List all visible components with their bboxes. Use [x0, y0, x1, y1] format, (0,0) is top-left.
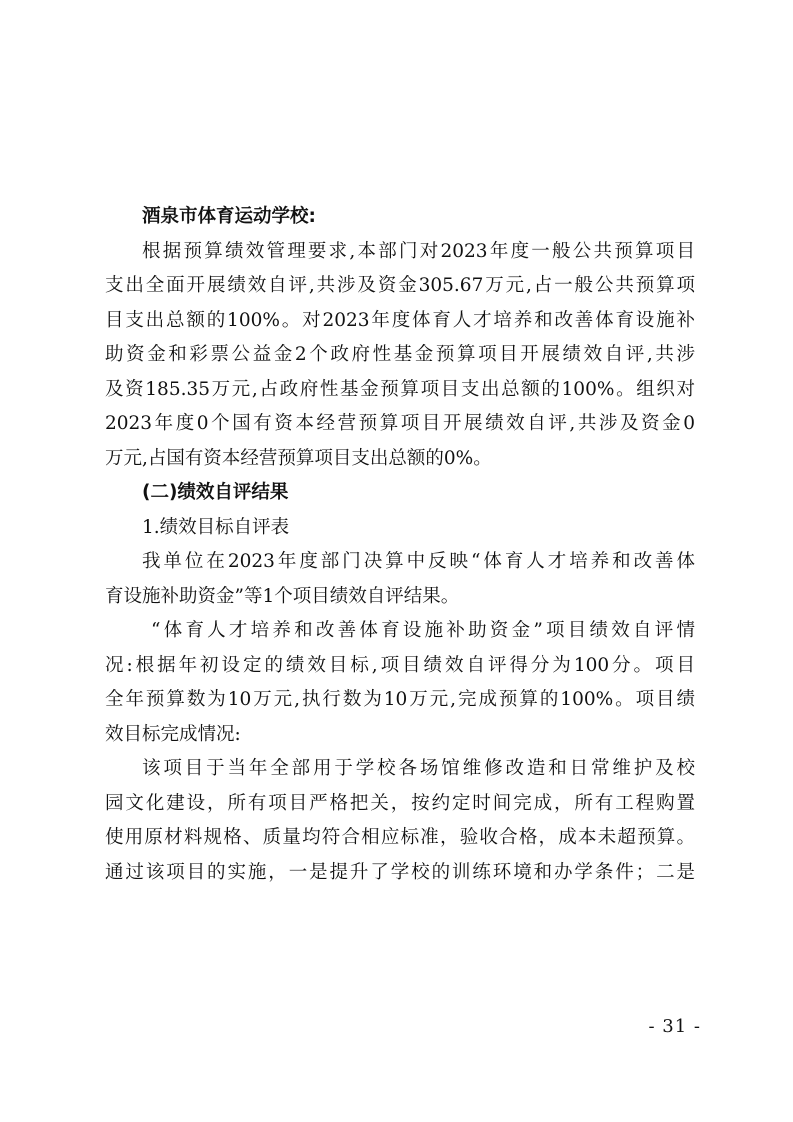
- paragraph-line: 使用原材料规格、质量均符合相应标准，验收合格，成本未超预算。: [105, 827, 695, 848]
- paragraph-line: 通过该项目的实施，一是提升了学校的训练环境和办学条件；二是: [105, 861, 695, 883]
- section-title: (二)绩效自评结果: [142, 482, 289, 503]
- paragraph-project-summary: [105, 545, 695, 614]
- paragraph-line: 园文化建设，所有项目严格把关，按约定时间完成，所有工程购置: [105, 792, 695, 814]
- paragraph-line: 万元,占国有资本经营预算项目支出总额的0%。: [105, 447, 492, 469]
- paragraph-line: 全年预算数为10万元,执行数为10万元,完成预算的100%。项目绩: [105, 689, 695, 710]
- paragraph-line: 育设施补助资金”等1个项目绩效自评结果。: [105, 585, 460, 607]
- paragraph-line: 我单位在2023年度部门决算中反映“体育人才培养和改善体: [142, 551, 695, 572]
- paragraph-line: 2023年度0个国有资本经营预算项目开展绩效自评,共涉及资金0: [105, 413, 695, 434]
- paragraph-line: 效目标完成情况:: [105, 723, 241, 745]
- paragraph-line: 根据预算绩效管理要求,本部门对2023年度一般公共预算项目: [142, 240, 695, 262]
- paragraph-line: 该项目于当年全部用于学校各场馆维修改造和日常维护及校: [142, 758, 695, 779]
- paragraph-line: 支出全面开展绩效自评,共涉及资金305.67万元,占一般公共预算项: [105, 275, 695, 296]
- paragraph-line: 目支出总额的100%。对2023年度体育人才培养和改善体育设施补: [105, 309, 695, 331]
- paragraph-project-evaluation: [105, 614, 695, 752]
- paragraph-line: 况:根据年初设定的绩效目标,项目绩效自评得分为100分。项目: [105, 654, 695, 676]
- unit-heading: 酒泉市体育运动学校:: [142, 206, 316, 227]
- paragraph-project-details: [105, 752, 695, 890]
- paragraph-line: 助资金和彩票公益金2个政府性基金预算项目开展绩效自评,共涉: [105, 344, 695, 365]
- paragraph-line: 及资185.35万元,占政府性基金预算项目支出总额的100%。组织对: [105, 378, 695, 400]
- subsection-title: 1.绩效目标自评表: [142, 516, 290, 538]
- page-body: [105, 200, 695, 890]
- paragraph-budget-scope: [105, 235, 695, 477]
- paragraph-line: “体育人才培养和改善体育设施补助资金”项目绩效自评情: [151, 620, 695, 641]
- page-number: - 31 -: [648, 1016, 701, 1037]
